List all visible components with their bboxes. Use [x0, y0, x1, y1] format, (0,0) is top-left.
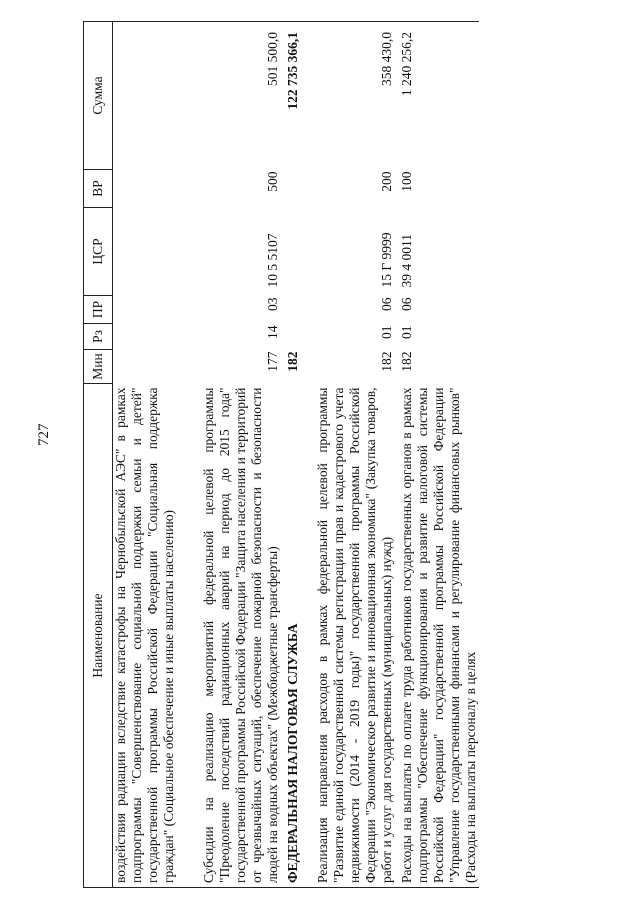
- row-vr: 500: [265, 171, 280, 192]
- table-row: [311, 22, 395, 888]
- row-pr: 03: [265, 297, 280, 311]
- budget-table-page: [83, 22, 603, 888]
- row-vr: 200: [379, 171, 394, 192]
- row-min: 182: [379, 351, 394, 372]
- row-rz: 01: [379, 325, 394, 339]
- row-name: воздействия радиации вследствие катастрофы на Чернобыльской АЭС" в рамках подпрограммы "Совершенствование социальной поддержки семьи и детей" государственной программы Российской Федерации "Социальная поддержка граждан" (Социальное обеспечение и иные выплаты населению): [113, 384, 198, 888]
- col-header-rz: Рз: [84, 324, 113, 350]
- col-header-pr: ПР: [84, 296, 113, 324]
- row-vr: 100: [399, 171, 414, 192]
- col-header-csr: ЦСР: [84, 208, 113, 296]
- page-number: 727: [36, 423, 52, 446]
- col-header-vr: ВР: [84, 170, 113, 208]
- row-min: 182: [399, 351, 414, 372]
- row-csr: 15 Г 9999: [379, 232, 394, 288]
- row-rz: 14: [265, 325, 280, 339]
- col-header-min: Мин: [84, 350, 113, 384]
- row-name: Реализация направления расходов в рамках федеральной целевой программы "Развитие единой государственной системы регистрации прав и кадастрового учета недвижимости (2014 - 2019 годы)" государственной программы Российской Федерации "Экономическое развитие и инновационная экономика" (Закупка товаров, работ и услуг для государственных (муниципальных) нужд): [311, 384, 395, 888]
- row-name: Субсидии на реализацию мероприятий федеральной целевой программы "Преодоление последствий радиационных аварий на период до 2015 года" государственной программы Российской Федерации "Защита населения и территорий от чрезвычайных ситуаций, обеспечение пожарной безопасности и безопасности людей на водных объектах" (Межбюджетные трансферты): [197, 384, 281, 888]
- table-header-row: [84, 22, 113, 888]
- row-csr: 10 5 5107: [265, 233, 280, 288]
- row-pr: [281, 296, 311, 324]
- row-name: Расходы на выплаты по оплате труда работников государственных органов в рамках подпрограммы "Обеспечение функционирования и развитие налоговой системы Российской Федерации" государственной программы Российской Федерации "Управление государственными финансами и регулирование финансовых рынков" (Расходы на выплаты персоналу в целях: [395, 384, 479, 888]
- col-header-name: Наименование: [84, 384, 113, 888]
- row-vr: [113, 170, 198, 208]
- table-row: [113, 22, 198, 888]
- row-pr: [113, 296, 198, 324]
- table-row: [281, 22, 311, 888]
- row-rz: [113, 324, 198, 350]
- row-csr: [113, 208, 198, 296]
- row-min: 177: [265, 351, 280, 372]
- budget-table: [83, 21, 479, 888]
- table-row: [197, 22, 281, 888]
- row-sum: 501 500,0: [197, 22, 281, 170]
- row-min: 182: [285, 351, 300, 372]
- row-csr: [281, 208, 311, 296]
- row-pr: 06: [399, 297, 414, 311]
- row-name: ФЕДЕРАЛЬНАЯ НАЛОГОВАЯ СЛУЖБА: [281, 384, 311, 888]
- row-sum: [113, 22, 198, 170]
- row-sum: 1 240 256,2: [395, 22, 479, 170]
- row-sum: 358 430,0: [311, 22, 395, 170]
- row-min: [113, 350, 198, 384]
- row-rz: 01: [399, 325, 414, 339]
- table-row: [395, 22, 479, 888]
- row-rz: [281, 324, 311, 350]
- row-sum: 122 735 366,1: [281, 22, 311, 170]
- col-header-sum: Сумма: [84, 22, 113, 170]
- row-vr: [281, 170, 311, 208]
- row-csr: 39 4 0011: [399, 234, 414, 288]
- row-pr: 06: [379, 297, 394, 311]
